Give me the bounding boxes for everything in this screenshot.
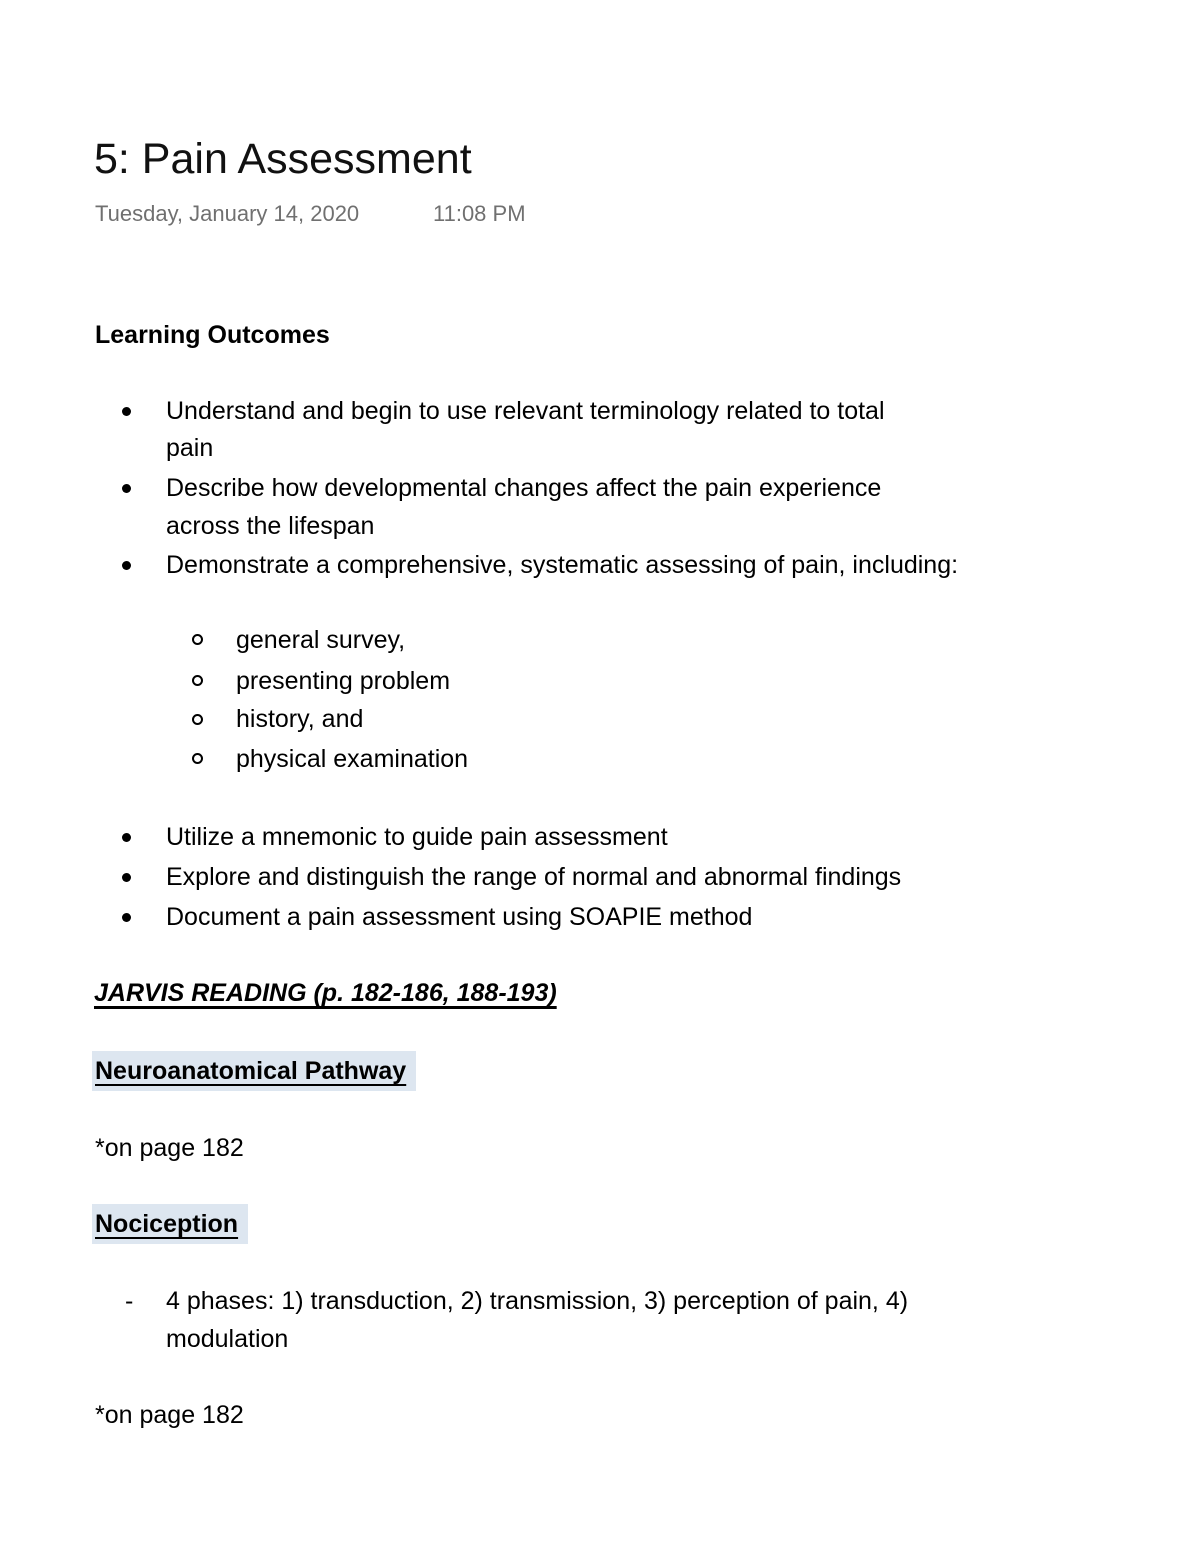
bullet-icon [122, 833, 131, 842]
list-item: Explore and distinguish the range of normal and abnormal findings [166, 863, 902, 891]
list-item-continuation: pain [166, 434, 214, 462]
bullet-icon [122, 561, 131, 570]
bullet-icon [122, 913, 131, 922]
bullet-icon [122, 873, 131, 882]
circle-bullet-icon [192, 753, 203, 764]
circle-bullet-icon [192, 675, 203, 686]
circle-bullet-icon [192, 634, 203, 645]
sub-list-item: presenting problem [236, 667, 451, 695]
bullet-icon [122, 407, 131, 416]
circle-bullet-icon [192, 714, 203, 725]
nociception-phases-continuation: modulation [166, 1325, 289, 1353]
list-item: Utilize a mnemonic to guide pain assessment [166, 823, 668, 851]
list-item: Understand and begin to use relevant terminology related to total [166, 397, 885, 425]
sub-list-item: history, and [236, 705, 364, 733]
bullet-icon [122, 484, 131, 493]
neuroanatomical-pathway-heading [92, 1051, 416, 1091]
jarvis-reading-heading: JARVIS READING (p. 182-186, 188-193) [94, 979, 557, 1007]
neuro-page-note: *on page 182 [95, 1134, 244, 1162]
learning-outcomes-heading: Learning Outcomes [95, 321, 330, 349]
dash-bullet: - [125, 1287, 134, 1315]
sub-list-item: physical examination [236, 745, 469, 773]
page-title: 5: Pain Assessment [94, 135, 472, 183]
page-date: Tuesday, January 14, 2020 [95, 201, 360, 226]
neuroanatomical-pathway-label: Neuroanatomical Pathway [95, 1057, 407, 1085]
list-item-continuation: across the lifespan [166, 512, 375, 540]
list-item: Describe how developmental changes affect the pain experience [166, 474, 882, 502]
list-item: Demonstrate a comprehensive, systematic assessing of pain, including: [166, 551, 959, 579]
sub-list-item: general survey, [236, 626, 406, 654]
nociception-label: Nociception [95, 1210, 239, 1238]
page-time: 11:08 PM [433, 201, 526, 226]
nociception-phases: 4 phases: 1) transduction, 2) transmission, 3) perception of pain, 4) [166, 1287, 909, 1315]
list-item: Document a pain assessment using SOAPIE method [166, 903, 753, 931]
nociception-heading [92, 1204, 248, 1244]
nociception-page-note: *on page 182 [95, 1401, 244, 1429]
